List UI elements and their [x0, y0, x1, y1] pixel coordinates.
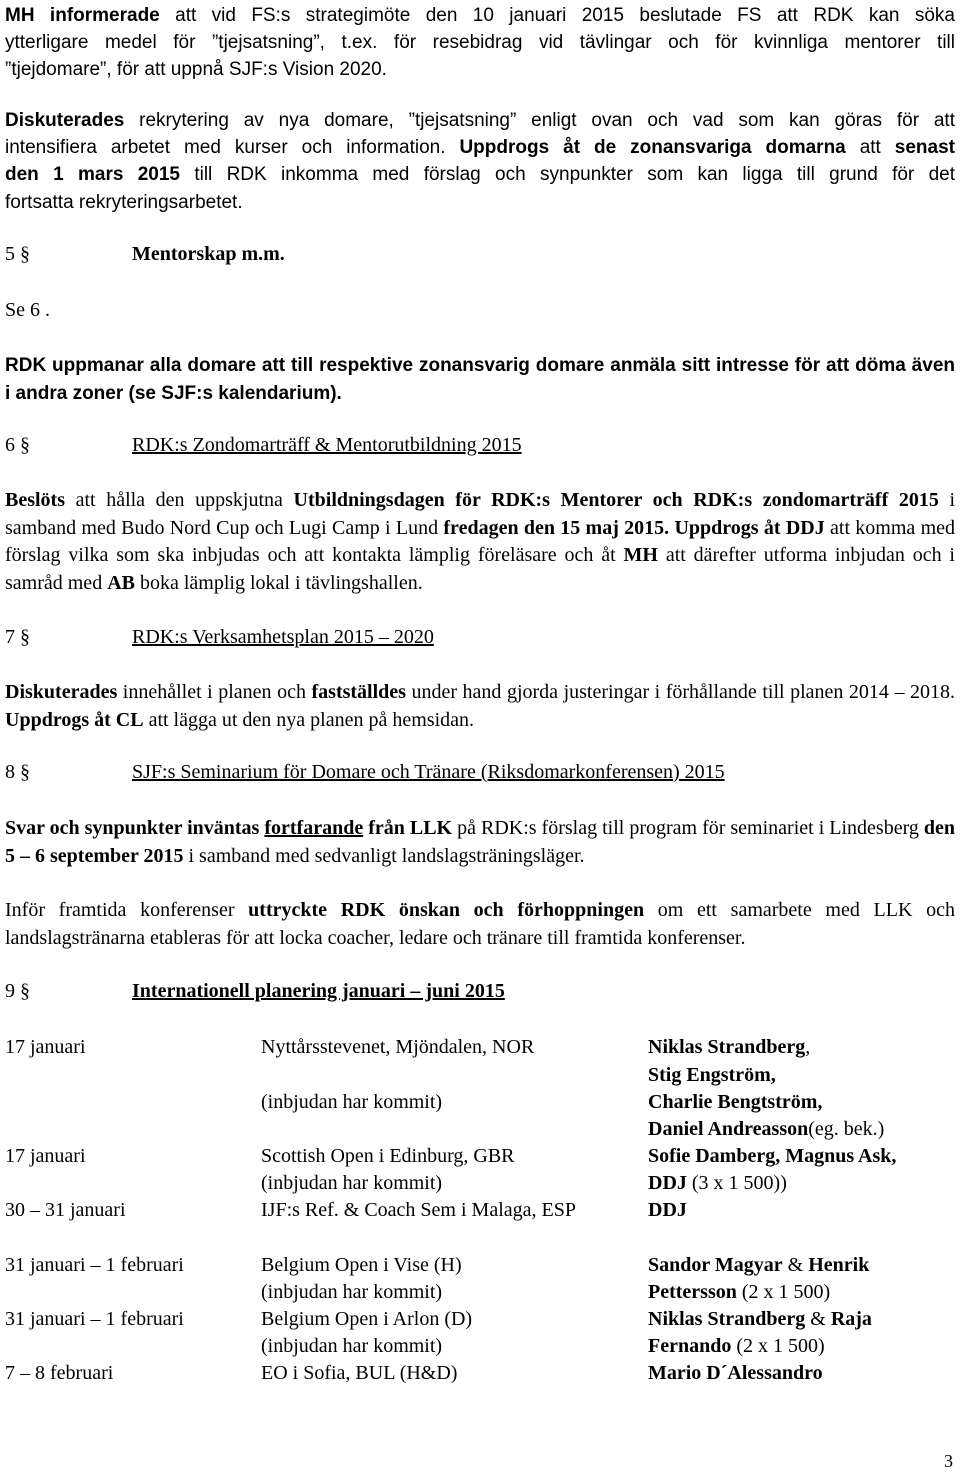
participant-name: Raja [830, 1308, 872, 1330]
schedule-participant [648, 1197, 687, 1224]
section-8-text-1 [5, 815, 955, 870]
participant-name: Charlie Bengtström, [648, 1091, 823, 1113]
section-sign-icon: § [20, 243, 30, 265]
p2-line2 [5, 134, 955, 161]
p2-text: rekrytering av nya domare, ”tjejsatsning” enligt ovan och vad som kan göras för att [124, 110, 955, 131]
schedule-participant [648, 1306, 872, 1333]
schedule-participant [648, 1333, 825, 1360]
schedule-invite-note: (inbjudan har kommit) [261, 1281, 443, 1303]
text: att därefter utforma inbjudan och i samråd med [5, 544, 955, 594]
section-number: 9 [5, 980, 15, 1002]
participant-name: Daniel Andreasson [648, 1118, 809, 1140]
section-sign-icon: § [20, 761, 30, 783]
section-9-number [5, 980, 30, 1003]
p1-line3 [5, 56, 387, 83]
section-9-title [132, 980, 505, 1003]
p2-line4 [5, 189, 243, 216]
schedule-event: Nyttårsstevenet, Mjöndalen, NOR [261, 1036, 535, 1058]
bold-text: Uppdrogs åt DDJ [674, 516, 825, 539]
participant-name: Sandor Magyar [648, 1254, 783, 1276]
schedule-participant [648, 1279, 830, 1306]
text: på RDK:s förslag till program för seminariet i Lindesberg [452, 817, 924, 839]
text: att hålla den uppskjutna [65, 489, 294, 511]
schedule-participant [648, 1143, 896, 1170]
bold-text: fastställdes [311, 681, 406, 703]
section-7-title [132, 626, 434, 649]
p2-line3 [5, 161, 955, 188]
section-number: 5 [5, 243, 15, 265]
participant-suffix: (eg. bek.) [808, 1118, 885, 1140]
schedule-event: Scottish Open i Edinburg, GBR [261, 1145, 515, 1167]
p1-line2 [5, 29, 955, 56]
section-5-title [132, 243, 285, 266]
participant-suffix: (3 x 1 500)) [686, 1172, 787, 1194]
schedule-participant [648, 1252, 869, 1279]
bold-text: uttryckte RDK önskan och förhoppningen [248, 899, 645, 921]
bold-text: AB [107, 571, 135, 594]
bold-text: fredagen den 15 maj 2015. [443, 516, 670, 539]
section-6-text [5, 487, 955, 597]
section-7-text [5, 679, 955, 734]
section-sign-icon: § [20, 434, 30, 456]
schedule-participant [648, 1360, 823, 1387]
text: att lägga ut den nya planen på hemsidan. [143, 708, 475, 731]
section-5-number [5, 243, 30, 266]
participant-name: Mario D´Alessandro [648, 1362, 823, 1384]
text: om ett samarbete med LLK och landslagstränarna etableras för att locka coacher, ledare och tränare till framtida konferenser. [5, 899, 955, 949]
reference-text: Se 6 . [5, 299, 50, 321]
participant-suffix: , [805, 1036, 811, 1058]
section-title: RDK:s Verksamhetsplan 2015 – 2020 [132, 626, 434, 648]
schedule-event: IJF:s Ref. & Coach Sem i Malaga, ESP [261, 1199, 576, 1221]
participant-name: DDJ [648, 1172, 687, 1194]
section-6-number [5, 434, 30, 457]
participant-suffix: (2 x 1 500) [731, 1335, 825, 1357]
schedule-invite-note: (inbjudan har kommit) [261, 1335, 443, 1357]
p2-line1 [5, 107, 955, 134]
section-8-title [132, 761, 725, 784]
section-5-text [5, 352, 955, 407]
underlined-bold-text: fortfarande [264, 817, 364, 839]
schedule-event: Belgium Open i Arlon (D) [261, 1308, 473, 1330]
p2-text: intensifiera arbetet med kurser och information. [5, 137, 460, 158]
paragraph-text: RDK uppmanar alla domare att till respektive zonansvarig domare anmäla sitt intresse för att döma även i andra zoner (se SJF:s kalendarium). [5, 355, 955, 404]
bold-text: Beslöts [5, 489, 65, 511]
section-8-number [5, 761, 30, 784]
bold-text: Uppdrogs åt CL [5, 708, 144, 731]
section-title: RDK:s Zondomarträff & Mentorutbildning 2015 [132, 434, 522, 456]
p2-bold: Diskuterades [5, 110, 125, 131]
p1-line1 [5, 2, 955, 29]
participant-suffix: (2 x 1 500) [736, 1281, 831, 1303]
section-6-title [132, 434, 522, 457]
p2-bold: Uppdrogs åt de zonansvariga domarna [459, 137, 846, 158]
p1-text: att vid FS:s strategimöte den 10 januari 2015 beslutade FS att RDK kan söka [159, 5, 955, 26]
text: boka lämplig lokal i tävlingshallen. [134, 571, 423, 594]
text: att komma med förslag vilka som ska inbjudas och att kontakta lämplig föreläsare och åt [5, 516, 955, 566]
section-5-reference [5, 297, 50, 324]
participant-suffix: & [805, 1308, 831, 1330]
text: innehållet i planen och [117, 681, 312, 703]
text: under hand gjorda justeringar i förhållande till planen 2014 – 2018. [405, 681, 955, 703]
bold-text: den 5 – 6 september 2015 [5, 817, 955, 867]
participant-name: Niklas Strandberg [648, 1308, 806, 1330]
page-number: 3 [944, 1451, 953, 1471]
p2-text: till RDK inkomma med förslag och synpunkter som kan ligga till grund för det [180, 164, 955, 185]
bold-text: Utbildningsdagen för RDK:s Mentorer och RDK:s zondomarträff 2015 [293, 489, 939, 511]
participant-name: DDJ [648, 1199, 687, 1221]
p1-text: ytterligare medel för ”tjejsatsning”, t.ex. för resebidrag vid tävlingar och för kvinnliga mentorer till [5, 32, 955, 53]
bold-text: från LLK [363, 817, 453, 839]
section-8-text-2 [5, 897, 955, 952]
text: i samband med sedvanligt landslagsträningsläger. [183, 844, 585, 867]
bold-text: MH [623, 544, 658, 566]
p2-bold: den 1 mars 2015 [5, 164, 180, 185]
participant-name: Henrik [808, 1254, 870, 1276]
participant-name: Stig Engström, [648, 1064, 776, 1086]
schedule-invite-note: (inbjudan har kommit) [261, 1091, 443, 1113]
section-title: SJF:s Seminarium för Domare och Tränare (Riksdomarkonferensen) 2015 [132, 761, 725, 783]
section-title: Mentorskap m.m. [132, 243, 285, 265]
schedule-participant [648, 1116, 884, 1143]
schedule-participant [648, 1062, 776, 1089]
participant-name: Niklas Strandberg [648, 1036, 806, 1058]
schedule-date: 31 januari – 1 februari [5, 1308, 184, 1330]
p2-bold: senast [894, 137, 955, 158]
schedule-date: 17 januari [5, 1036, 86, 1058]
schedule-participant [648, 1034, 810, 1061]
p2-text: fortsatta rekryteringsarbetet. [5, 192, 243, 213]
p2-text: att [845, 137, 895, 158]
p1-text: ”tjejdomare”, för att uppnå SJF:s Vision 2020. [5, 59, 387, 80]
schedule-event: Belgium Open i Vise (H) [261, 1254, 462, 1276]
schedule-participant [648, 1170, 787, 1197]
section-title: Internationell planering januari – juni 2015 [132, 980, 505, 1002]
participant-name: Pettersson [648, 1281, 737, 1303]
schedule-date: 7 – 8 februari [5, 1362, 114, 1384]
section-number: 8 [5, 761, 15, 783]
p1-bold-mh: MH informerade [5, 5, 160, 26]
section-7-number [5, 626, 30, 649]
section-number: 6 [5, 434, 15, 456]
text: i samband med Budo Nord Cup och Lugi Camp i Lund [5, 489, 956, 539]
participant-name: Fernando [648, 1335, 732, 1357]
bold-text: Diskuterades [5, 681, 118, 703]
section-sign-icon: § [20, 980, 30, 1002]
text: Inför framtida konferenser [5, 899, 249, 921]
bold-text: Svar och synpunkter inväntas [5, 817, 265, 839]
section-number: 7 [5, 626, 15, 648]
schedule-date: 30 – 31 januari [5, 1199, 126, 1221]
schedule-date: 31 januari – 1 februari [5, 1254, 184, 1276]
schedule-participant [648, 1089, 822, 1116]
schedule-date: 17 januari [5, 1145, 86, 1167]
schedule-invite-note: (inbjudan har kommit) [261, 1172, 443, 1194]
section-sign-icon: § [20, 626, 30, 648]
participant-suffix: & [782, 1254, 809, 1276]
schedule-event: EO i Sofia, BUL (H&D) [261, 1362, 458, 1384]
participant-name: Sofie Damberg, Magnus Ask, [648, 1145, 897, 1167]
